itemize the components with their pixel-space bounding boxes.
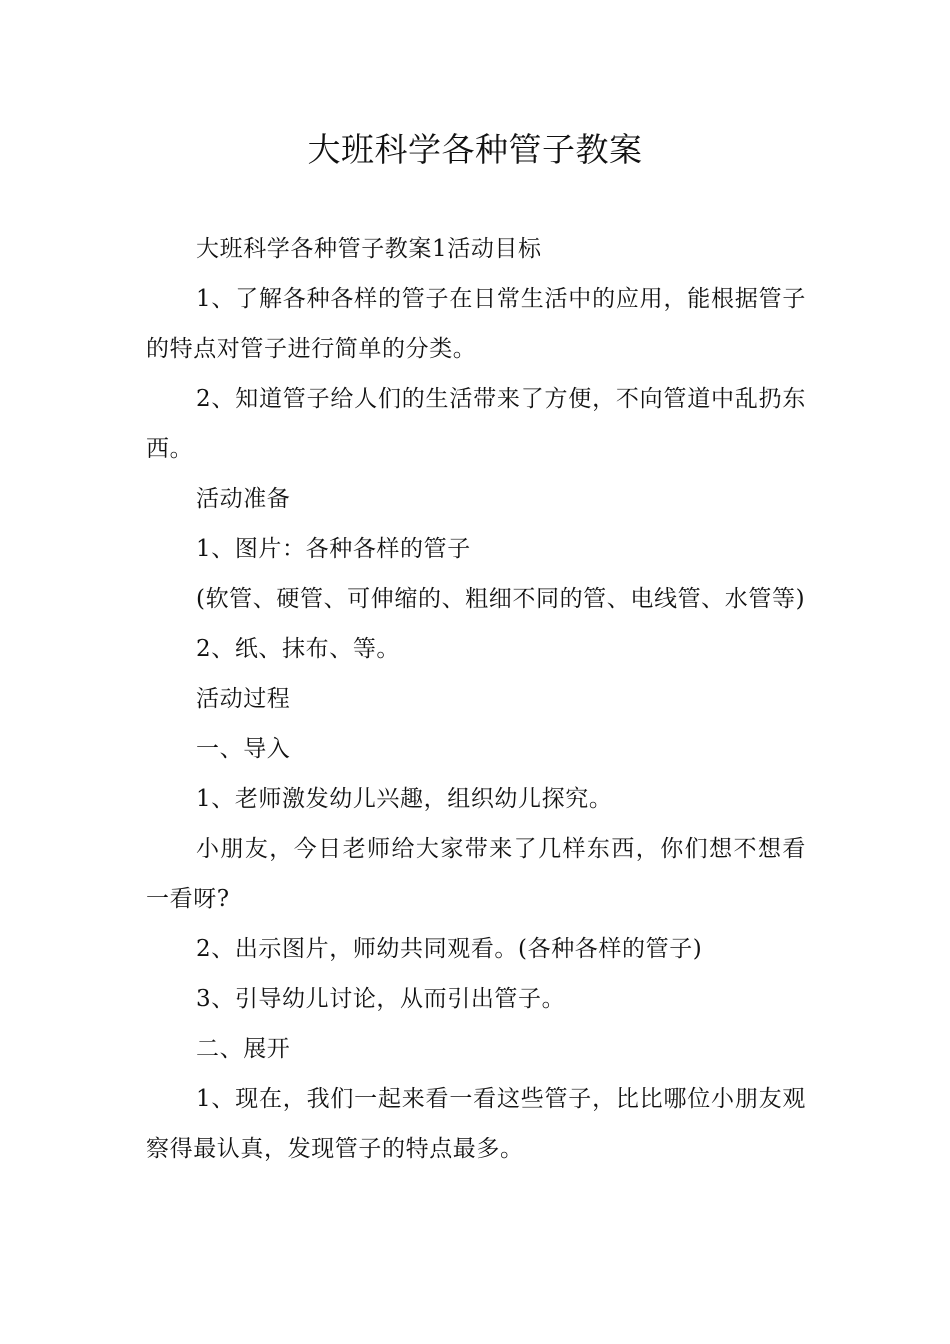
paragraph-preparation-1-detail: (软管、硬管、可伸缩的、粗细不同的管、电线管、水管等): [196, 586, 806, 612]
document-title: 大班科学各种管子教案: [307, 130, 643, 169]
paragraph-develop-1: 1、现在，我们一起来看一看这些管子，比比哪位小朋友观察得最认真，发现管子的特点最多。: [146, 1086, 806, 1162]
document-body: [146, 224, 806, 1174]
paragraph-intro-1: 1、老师激发幼儿兴趣，组织幼儿探究。: [196, 786, 613, 812]
paragraph-intro-3: 3、引导幼儿讨论，从而引出管子。: [196, 986, 566, 1012]
paragraph-intro-2: 2、出示图片，师幼共同观看。(各种各样的管子): [196, 936, 703, 962]
paragraph-intro-speech: 小朋友，今日老师给大家带来了几样东西，你们想不想看一看呀?: [146, 836, 806, 912]
paragraph-process-heading: 活动过程: [196, 686, 291, 712]
paragraph-preparation-1: 1、图片：各种各样的管子: [196, 536, 471, 562]
paragraph-intro-heading: 一、导入: [196, 736, 291, 762]
paragraph-section-heading: 大班科学各种管子教案1活动目标: [196, 236, 542, 262]
paragraph-preparation-heading: 活动准备: [196, 486, 291, 512]
paragraph-preparation-2: 2、纸、抹布、等。: [196, 636, 401, 662]
paragraph-goal-1: 1、了解各种各样的管子在日常生活中的应用，能根据管子的特点对管子进行简单的分类。: [146, 286, 806, 362]
paragraph-develop-heading: 二、展开: [196, 1036, 291, 1062]
paragraph-goal-2: 2、知道管子给人们的生活带来了方便，不向管道中乱扔东西。: [146, 386, 806, 462]
